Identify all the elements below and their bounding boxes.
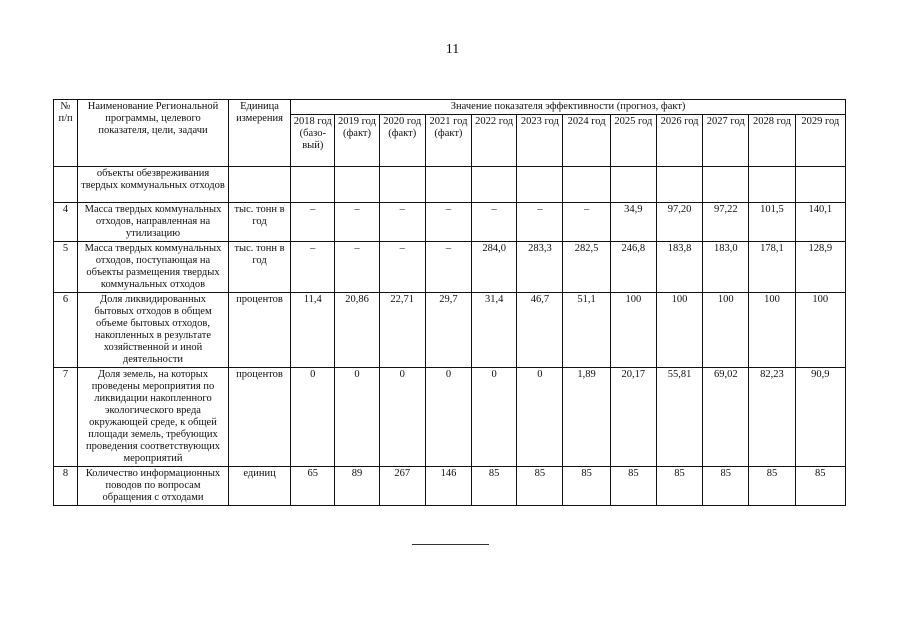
- indicator-value: 101,5: [749, 203, 795, 242]
- indicator-value: –: [563, 203, 610, 242]
- indicator-value: 29,7: [425, 293, 471, 368]
- indicator-name: Доля земель, на которых проведены мероприятия по ликвидации накопленного экологического вреда окружающей среде, к общей площади земель, требующих проведения соответствующих мероприятий: [78, 368, 229, 467]
- indicator-value: –: [379, 242, 425, 293]
- indicator-value: –: [472, 203, 517, 242]
- header-year: 2028 год: [749, 115, 795, 167]
- row-number: 7: [54, 368, 78, 467]
- unit-of-measure: единиц: [228, 467, 290, 506]
- indicator-value: 85: [795, 467, 845, 506]
- unit-of-measure: процентов: [228, 293, 290, 368]
- row-number: 8: [54, 467, 78, 506]
- indicator-value: 97,20: [656, 203, 702, 242]
- indicator-value: 90,9: [795, 368, 845, 467]
- indicator-value: 100: [656, 293, 702, 368]
- indicator-value: [656, 167, 702, 203]
- indicator-value: –: [335, 242, 379, 293]
- header-year: 2019 год (факт): [335, 115, 379, 167]
- indicator-value: 100: [749, 293, 795, 368]
- table-row: [54, 203, 846, 242]
- indicator-value: 46,7: [517, 293, 563, 368]
- indicator-value: 85: [563, 467, 610, 506]
- table-row: [54, 293, 846, 368]
- indicator-value: 146: [425, 467, 471, 506]
- indicator-value: 85: [749, 467, 795, 506]
- row-number: 6: [54, 293, 78, 368]
- indicator-value: 140,1: [795, 203, 845, 242]
- performance-indicators-table: [53, 99, 846, 506]
- indicator-value: [795, 167, 845, 203]
- indicator-value: 85: [703, 467, 749, 506]
- indicator-value: 31,4: [472, 293, 517, 368]
- unit-of-measure: тыс. тонн в год: [228, 242, 290, 293]
- header-year: 2018 год (базо-вый): [291, 115, 335, 167]
- header-year: 2020 год (факт): [379, 115, 425, 167]
- indicator-value: 283,3: [517, 242, 563, 293]
- indicator-value: 246,8: [610, 242, 656, 293]
- row-number: 5: [54, 242, 78, 293]
- indicator-value: 85: [517, 467, 563, 506]
- indicator-value: 0: [335, 368, 379, 467]
- footer-divider: [412, 544, 489, 545]
- indicator-value: [291, 167, 335, 203]
- indicator-value: 100: [795, 293, 845, 368]
- indicator-value: [610, 167, 656, 203]
- indicator-value: 65: [291, 467, 335, 506]
- table-row: [54, 167, 846, 203]
- unit-of-measure: процентов: [228, 368, 290, 467]
- indicator-value: 128,9: [795, 242, 845, 293]
- indicator-value: 11,4: [291, 293, 335, 368]
- indicator-value: 178,1: [749, 242, 795, 293]
- indicator-value: 100: [610, 293, 656, 368]
- indicator-value: 55,81: [656, 368, 702, 467]
- indicator-value: 22,71: [379, 293, 425, 368]
- row-number: [54, 167, 78, 203]
- indicator-value: –: [291, 242, 335, 293]
- indicator-value: 82,23: [749, 368, 795, 467]
- indicator-value: –: [379, 203, 425, 242]
- indicator-value: 0: [472, 368, 517, 467]
- indicator-value: [425, 167, 471, 203]
- header-year: 2022 год: [472, 115, 517, 167]
- indicator-value: 0: [379, 368, 425, 467]
- indicator-value: 0: [425, 368, 471, 467]
- header-year: 2024 год: [563, 115, 610, 167]
- indicator-value: [379, 167, 425, 203]
- indicator-value: 89: [335, 467, 379, 506]
- indicator-value: 267: [379, 467, 425, 506]
- indicator-value: 1,89: [563, 368, 610, 467]
- indicator-value: 85: [610, 467, 656, 506]
- table-row: [54, 242, 846, 293]
- indicator-value: 20,86: [335, 293, 379, 368]
- unit-of-measure: [228, 167, 290, 203]
- indicator-value: [563, 167, 610, 203]
- indicator-value: 69,02: [703, 368, 749, 467]
- header-year: 2021 год (факт): [425, 115, 471, 167]
- header-year: 2029 год: [795, 115, 845, 167]
- indicator-name: Количество информационных поводов по вопросам обращения с отходами: [78, 467, 229, 506]
- row-number: 4: [54, 203, 78, 242]
- indicator-value: 0: [291, 368, 335, 467]
- unit-of-measure: тыс. тонн в год: [228, 203, 290, 242]
- indicator-value: 34,9: [610, 203, 656, 242]
- indicator-value: [335, 167, 379, 203]
- header-year: 2027 год: [703, 115, 749, 167]
- indicator-value: –: [425, 242, 471, 293]
- indicator-name: Масса твердых коммунальных отходов, направленная на утилизацию: [78, 203, 229, 242]
- indicator-value: [517, 167, 563, 203]
- page-number: 11: [445, 42, 460, 57]
- indicator-value: 97,22: [703, 203, 749, 242]
- indicator-value: 20,17: [610, 368, 656, 467]
- indicator-value: [749, 167, 795, 203]
- indicator-value: 100: [703, 293, 749, 368]
- header-year: 2025 год: [610, 115, 656, 167]
- indicator-value: [703, 167, 749, 203]
- indicator-value: 85: [472, 467, 517, 506]
- indicator-value: –: [425, 203, 471, 242]
- indicator-value: 282,5: [563, 242, 610, 293]
- indicator-value: 51,1: [563, 293, 610, 368]
- header-unit: Единица измерения: [228, 100, 290, 167]
- header-year: 2023 год: [517, 115, 563, 167]
- indicator-value: 284,0: [472, 242, 517, 293]
- header-name: Наименование Региональной программы, целевого показателя, цели, задачи: [78, 100, 229, 167]
- indicator-value: –: [517, 203, 563, 242]
- indicator-name: Масса твердых коммунальных отходов, поступающая на объекты размещения твердых коммунальных отходов: [78, 242, 229, 293]
- header-indicator-values: Значение показателя эффективности (прогноз, факт): [291, 100, 846, 115]
- indicator-value: 183,8: [656, 242, 702, 293]
- indicator-value: 0: [517, 368, 563, 467]
- table-row: [54, 368, 846, 467]
- indicator-value: –: [291, 203, 335, 242]
- header-year: 2026 год: [656, 115, 702, 167]
- indicator-value: 183,0: [703, 242, 749, 293]
- indicator-name: объекты обезвреживания твердых коммунальных отходов: [78, 167, 229, 203]
- indicator-value: [472, 167, 517, 203]
- header-num: № п/п: [54, 100, 78, 167]
- indicator-name: Доля ликвидированных бытовых отходов в общем объеме бытовых отходов, накопленных в результате хозяйственной и иной деятельности: [78, 293, 229, 368]
- table-row: [54, 467, 846, 506]
- indicator-value: –: [335, 203, 379, 242]
- indicator-value: 85: [656, 467, 702, 506]
